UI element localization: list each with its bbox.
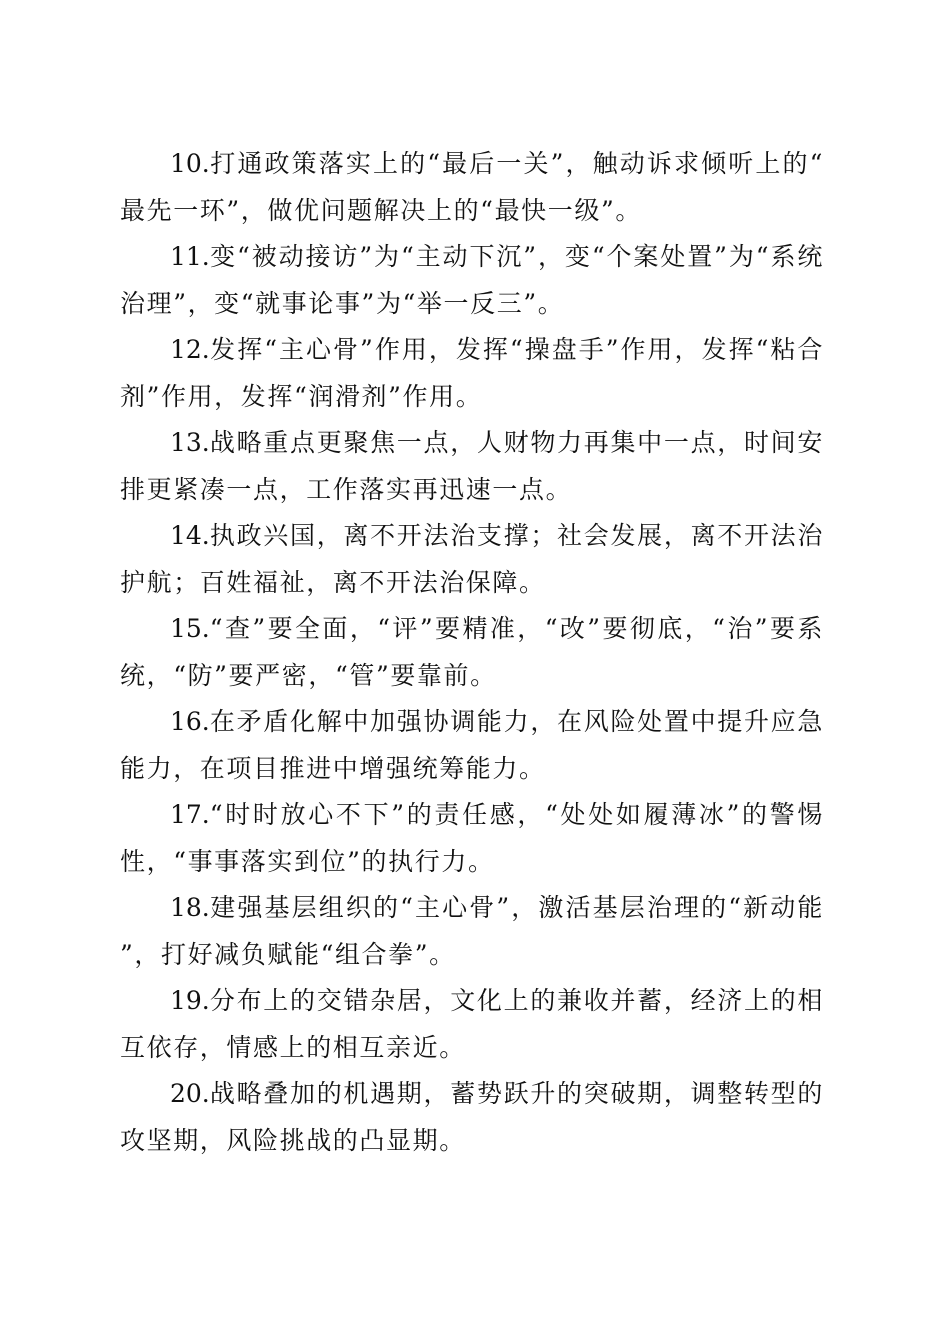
paragraph-12: [120, 327, 824, 420]
paragraph-15: [120, 606, 824, 699]
paragraph-number: 18.: [170, 893, 210, 922]
paragraph-text: 变“被动接访”为“主动下沉”，变“个案处置”为“系统治理”，变“就事论事”为“举一反三”。: [120, 242, 824, 318]
paragraph-text: 打通政策落实上的“最后一关”，触动诉求倾听上的“最先一环”，做优问题解决上的“最快一级”。: [120, 149, 824, 225]
paragraph-number: 11.: [170, 242, 210, 271]
paragraph-text: 战略叠加的机遇期，蓄势跃升的突破期，调整转型的攻坚期，风险挑战的凸显期。: [120, 1079, 824, 1155]
paragraph-number: 16.: [170, 707, 210, 736]
paragraph-14: [120, 513, 824, 606]
paragraph-text: “时时放心不下”的责任感，“处处如履薄冰”的警惕性，“事事落实到位”的执行力。: [120, 800, 824, 876]
paragraph-19: [120, 978, 824, 1071]
document-body: [120, 141, 824, 1164]
paragraph-number: 14.: [170, 521, 210, 550]
paragraph-text: 建强基层组织的“主心骨”，激活基层治理的“新动能”，打好减负赋能“组合拳”。: [120, 893, 824, 969]
paragraph-number: 20.: [170, 1079, 210, 1108]
paragraph-18: [120, 885, 824, 978]
paragraph-number: 15.: [170, 614, 210, 643]
paragraph-number: 17.: [170, 800, 210, 829]
paragraph-text: 发挥“主心骨”作用，发挥“操盘手”作用，发挥“粘合剂”作用，发挥“润滑剂”作用。: [120, 335, 824, 411]
paragraph-16: [120, 699, 824, 792]
paragraph-number: 19.: [170, 986, 210, 1015]
paragraph-11: [120, 234, 824, 327]
paragraph-number: 12.: [170, 335, 210, 364]
paragraph-13: [120, 420, 824, 513]
paragraph-text: 在矛盾化解中加强协调能力，在风险处置中提升应急能力，在项目推进中增强统筹能力。: [120, 707, 824, 783]
paragraph-text: “查”要全面，“评”要精准，“改”要彻底，“治”要系统，“防”要严密，“管”要靠前。: [120, 614, 824, 690]
paragraph-text: 分布上的交错杂居，文化上的兼收并蓄，经济上的相互依存，情感上的相互亲近。: [120, 986, 824, 1062]
paragraph-text: 执政兴国，离不开法治支撑；社会发展，离不开法治护航；百姓福祉，离不开法治保障。: [120, 521, 824, 597]
paragraph-10: [120, 141, 824, 234]
paragraph-17: [120, 792, 824, 885]
paragraph-number: 10.: [170, 149, 210, 178]
paragraph-20: [120, 1071, 824, 1164]
paragraph-number: 13.: [170, 428, 210, 457]
paragraph-text: 战略重点更聚焦一点，人财物力再集中一点，时间安排更紧凑一点，工作落实再迅速一点。: [120, 428, 824, 504]
